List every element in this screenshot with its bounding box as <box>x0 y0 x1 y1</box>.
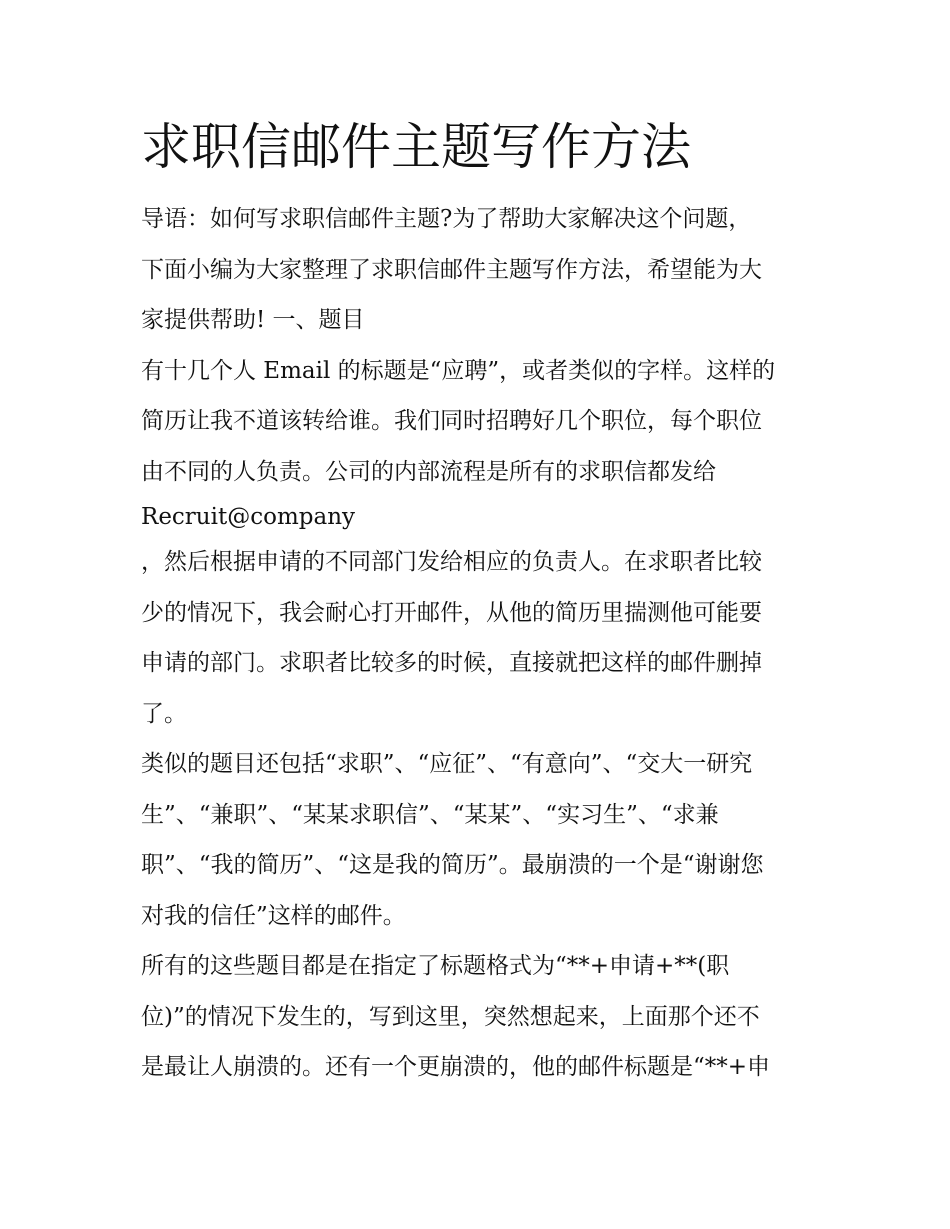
text-line: 由不同的人负责。公司的内部流程是所有的求职信都发给 <box>141 458 716 485</box>
text-line: 职”、“我的简历”、“这是我的简历”。最崩溃的一个是“谢谢您 <box>141 852 764 878</box>
text-line: 下面小编为大家整理了求职信邮件主题写作方法，希望能为大 <box>141 256 762 283</box>
paragraph-similar-titles <box>141 739 813 941</box>
text-line: Recruit@company <box>141 504 355 530</box>
text-line: 有十几个人 Email 的标题是“应聘”，或者类似的字样。这样的 <box>141 357 776 384</box>
paragraph-title-format <box>141 941 813 1093</box>
text-line: 申请的部门。求职者比较多的时候，直接就把这样的邮件删掉 <box>141 650 762 676</box>
document-page <box>141 112 813 1093</box>
text-line: 位)”的情况下发生的，写到这里，突然想起来，上面那个还不 <box>141 1003 760 1030</box>
paragraph-email-subject <box>141 346 813 740</box>
text-line: 少的情况下，我会耐心打开邮件，从他的简历里揣测他可能要 <box>141 599 762 626</box>
text-line: 类似的题目还包括“求职”、“应征”、“有意向”、“交大一研究 <box>141 751 753 777</box>
text-line: 所有的这些题目都是在指定了标题格式为“**+申请+**(职 <box>141 953 730 979</box>
text-line: 是最让人崩溃的。还有一个更崩溃的，他的邮件标题是“**+申 <box>141 1054 771 1080</box>
text-line: 了。 <box>141 700 187 727</box>
text-line: 简历让我不道该转给谁。我们同时招聘好几个职位，每个职位 <box>141 408 762 434</box>
text-line: 导语：如何写求职信邮件主题?为了帮助大家解决这个问题， <box>141 206 752 232</box>
document-body <box>141 194 813 1093</box>
text-line: 对我的信任”这样的邮件。 <box>141 902 406 929</box>
page-title: 求职信邮件主题写作方法 <box>141 118 691 176</box>
text-line: 生”、“兼职”、“某某求职信”、“某某”、“实习生”、“求兼 <box>141 801 719 828</box>
text-line: 家提供帮助! 一、题目 <box>141 307 365 333</box>
paragraph-intro <box>141 194 813 346</box>
text-line: ，然后根据申请的不同部门发给相应的负责人。在求职者比较 <box>141 549 762 575</box>
